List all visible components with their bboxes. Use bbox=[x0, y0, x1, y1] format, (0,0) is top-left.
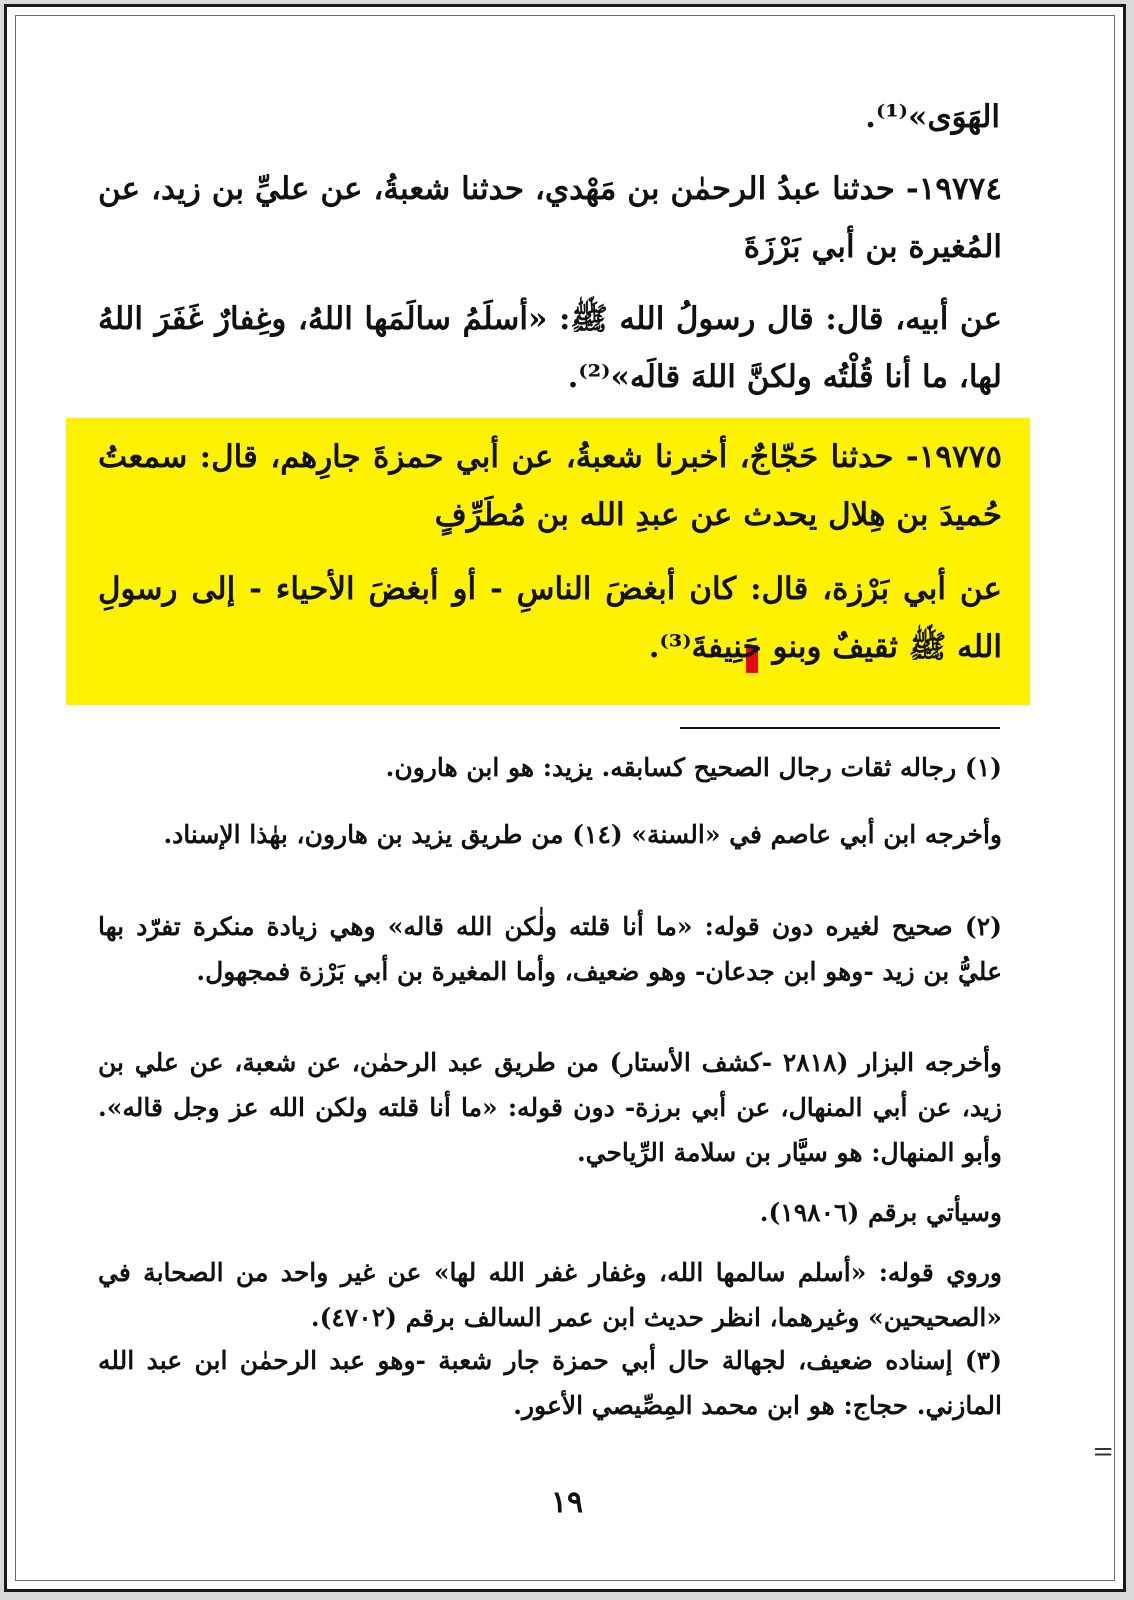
continuation-mark: = bbox=[1092, 1437, 1114, 1467]
page-number: ١٩ bbox=[550, 1485, 584, 1520]
hadith-19775-matn: عن أبي بَرْزة، قال: كان أبغضَ الناسِ - أو أبغضَ الأحياء - إلى رسولِ الله ﷺ ثقيفٌ وبنو حَنِيفةَ⁽³⁾. bbox=[98, 571, 1002, 665]
footnote-3: (٣) إسناده ضعيف، لجهالة حال أبي حمزة جار شعبة -وهو عبد الرحمٰن ابن عبد الله المازني. حجاج: هو ابن محمد المِصِّيصي الأعور. bbox=[98, 1346, 1002, 1420]
top-fragment: الهَوَى»⁽¹⁾. bbox=[865, 99, 1000, 135]
hadith-19774-matn: عن أبيه، قال: قال رسولُ الله ﷺ: «أسلَمُ سالَمَها اللهُ، وغِفارٌ غَفَرَ اللهُ لها، ما أنا قُلْتُه ولكنَّ اللهَ قالَه»⁽²⁾. bbox=[98, 301, 1002, 395]
hadith-19775-isnad: ١٩٧٧٥- حدثنا حَجّاجٌ، أخبرنا شعبةُ، عن أبي حمزةَ جارِهم، قال: سمعتُ حُميدَ بن هِلال يحدث عن عبدِ الله بن مُطَرِّفٍ bbox=[98, 439, 1002, 533]
footnote-2-related: وروي قوله: «أسلم سالمها الله، وغفار غفر الله لها» عن غير واحد من الصحابة في «الصحيحين» وغيرهما، انظر حديث ابن عمر السالف برقم (٤٧٠٢). bbox=[98, 1258, 1002, 1332]
hadith-19774-isnad: ١٩٧٧٤- حدثنا عبدُ الرحمٰن بن مَهْدي، حدثنا شعبةُ، عن عليِّ بن زيد، عن المُغيرة بن أبي بَرْزَةَ bbox=[98, 171, 1002, 265]
footnote-2-cross-reference: وسيأتي برقم (١٩٨٠٦). bbox=[759, 1198, 1002, 1227]
footnote-2-continuation: وأخرجه البزار (٢٨١٨ -كشف الأستار) من طريق عبد الرحمٰن، عن شعبة، عن علي بن زيد، عن أبي المنهال، عن أبي برزة- دون قوله: «ما أنا قلته ولكن الله عز وجل قاله». وأبو المنهال: هو سيَّار بن سلامة الرِّياحي. bbox=[98, 1048, 1002, 1167]
footnote-separator bbox=[680, 727, 1000, 729]
footnote-1-continuation: وأخرجه ابن أبي عاصم في «السنة» (١٤) من طريق يزيد بن هارون، بهٰذا الإسناد. bbox=[163, 820, 1002, 849]
footnote-2: (٢) صحيح لغيره دون قوله: «ما أنا قلته ولٰكن الله قاله» وهي زيادة منكرة تفرّد بها عليُّ بن زيد -وهو ابن جدعان- وهو ضعيف، وأما المغيرة بن أبي بَرْزة فمجهول. bbox=[98, 912, 1002, 986]
footnote-1: (١) رجاله ثقات رجال الصحيح كسابقه. يزيد: هو ابن هارون. bbox=[385, 753, 1002, 782]
